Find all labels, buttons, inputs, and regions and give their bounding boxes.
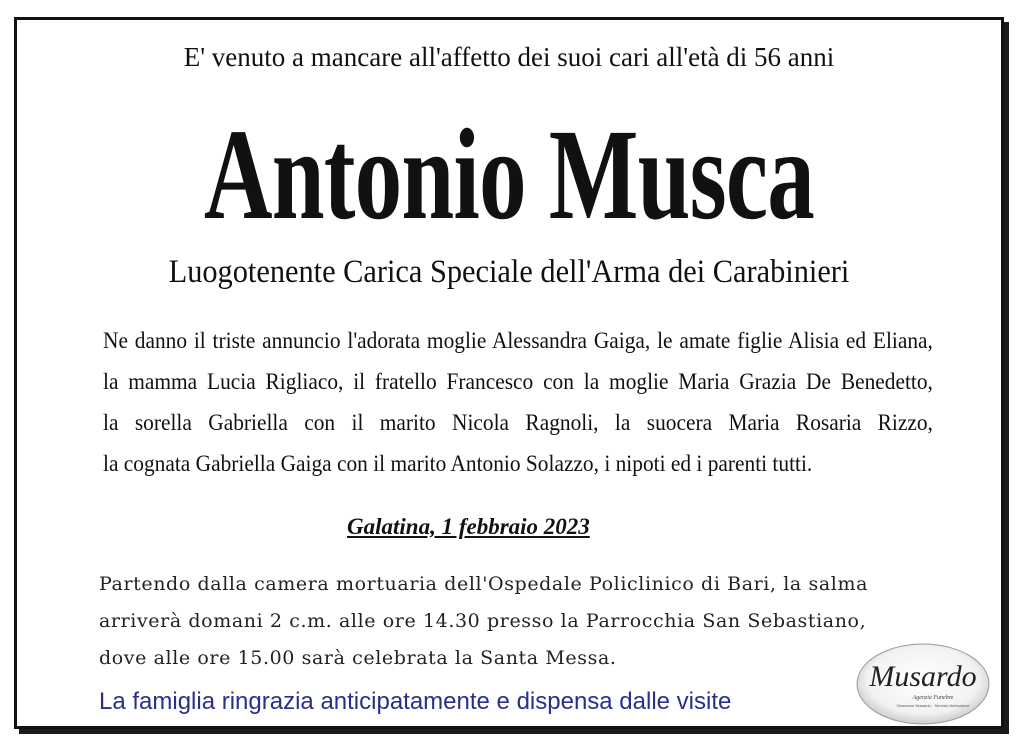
announcement-block <box>103 320 937 484</box>
notice-border <box>14 17 1004 729</box>
funeral-agency-logo-icon <box>855 642 991 726</box>
deceased-name: Antonio Musca <box>203 103 815 247</box>
logo-tagline: Agenzia Funebre <box>912 695 954 701</box>
logo-fine-print: Onoranze Musardo · Servizio Ambulanze <box>896 703 970 708</box>
thanks-text: La famiglia ringrazia anticipatamente e dispensa dalle visite <box>99 688 732 715</box>
rank-title: Luogotenente Carica Speciale dell'Arma dei Carabinieri <box>168 254 850 290</box>
funeral-details <box>99 566 979 677</box>
announcement-line: Ne danno il triste annuncio l'adorata moglie Alessandra Gaiga, le amate figlie Alisia ed Eliana, <box>103 328 933 353</box>
announcement-line: la mamma Lucia Rigliaco, il fratello Francesco con la moglie Maria Grazia De Benedetto, <box>103 369 933 394</box>
announcement-line: la sorella Gabriella con il marito Nicola Ragnoli, la suocera Maria Rosaria Rizzo, <box>103 410 933 435</box>
funeral-line: Partendo dalla camera mortuaria dell'Ospedale Policlinico di Bari, la salma <box>99 573 869 595</box>
funeral-line: arriverà domani 2 c.m. alle ore 14.30 presso la Parrocchia San Sebastiano, <box>99 610 867 632</box>
announcement-line: la cognata Gabriella Gaiga con il marito Antonio Solazzo, i nipoti ed i parenti tutti. <box>103 451 813 476</box>
date-place: Galatina, 1 febbraio 2023 <box>347 514 590 539</box>
intro-text: E' venuto a mancare all'affetto dei suoi cari all'età di 56 anni <box>183 42 835 72</box>
funeral-line: dove alle ore 15.00 sarà celebrata la Santa Messa. <box>99 647 617 669</box>
logo-brand: Musardo <box>869 660 977 693</box>
